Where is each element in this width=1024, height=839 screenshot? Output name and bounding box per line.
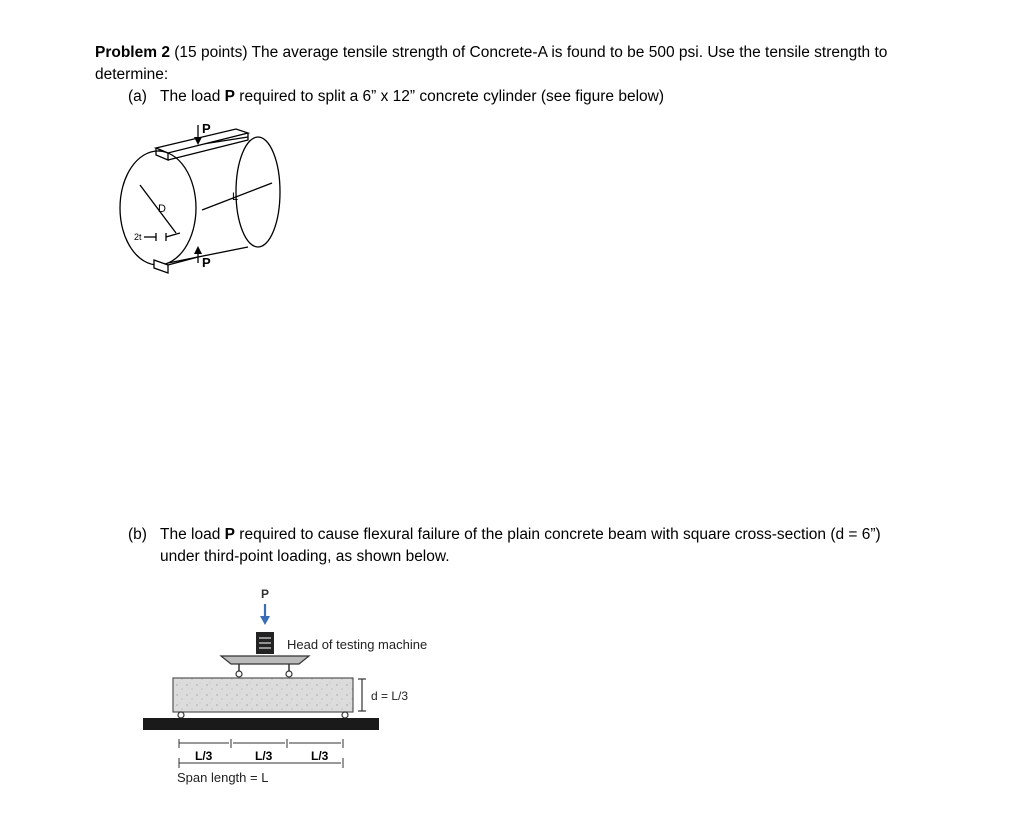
figure-b-p-label: P — [261, 587, 270, 601]
bottom-load-arrowhead — [194, 246, 202, 254]
head-of-machine-label: Head of testing machine — [287, 637, 428, 652]
part-b-text-after: required to cause flexural failure of the plain concrete beam with square cross-section (d = 6”) — [234, 526, 881, 543]
figure-a-p-bottom-label: P — [202, 255, 211, 270]
part-a-text — [160, 86, 664, 108]
problem-line-2: determine: — [95, 66, 169, 83]
part-b-text — [160, 524, 881, 546]
figure-a-p-top-label: P — [202, 121, 211, 136]
span-length-label: Span length = L — [177, 770, 269, 785]
part-a-load-symbol: P — [224, 88, 235, 105]
part-b-text-before: The load — [160, 526, 225, 543]
figure-a-d-label: D — [158, 203, 166, 215]
problem-text: (15 points) The average tensile strength of Concrete-A is found to be 500 psi. Use the tensile strength to — [174, 44, 888, 61]
split-cylinder-figure — [110, 115, 290, 275]
third-point-loading-figure — [135, 582, 455, 792]
problem-label: Problem 2 — [95, 44, 170, 61]
third-label-2: L/3 — [255, 749, 273, 763]
part-b-line-2: under third-point loading, as shown below. — [160, 548, 450, 565]
left-loading-roller — [236, 671, 242, 677]
depth-label: d = L/3 — [371, 689, 409, 703]
right-support-roller — [342, 712, 348, 718]
part-b-load-symbol: P — [224, 526, 235, 543]
cylinder-back-face — [236, 137, 280, 247]
right-loading-roller — [286, 671, 292, 677]
problem-line-1 — [95, 42, 887, 64]
concrete-beam — [173, 678, 353, 712]
part-b-marker: (b) — [128, 526, 147, 543]
third-label-1: L/3 — [195, 749, 213, 763]
part-a-marker: (a) — [128, 88, 147, 105]
left-support-roller — [178, 712, 184, 718]
part-a-text-before: The load — [160, 88, 225, 105]
figure-a-l-label: L — [232, 191, 239, 203]
part-a-text-after: required to split a 6” x 12” concrete cylinder (see figure below) — [234, 88, 665, 105]
machine-loading-plate — [221, 656, 309, 664]
third-label-3: L/3 — [311, 749, 329, 763]
load-arrowhead — [260, 616, 270, 625]
machine-base — [143, 718, 379, 730]
figure-a-2t-label: 2t — [134, 232, 142, 242]
